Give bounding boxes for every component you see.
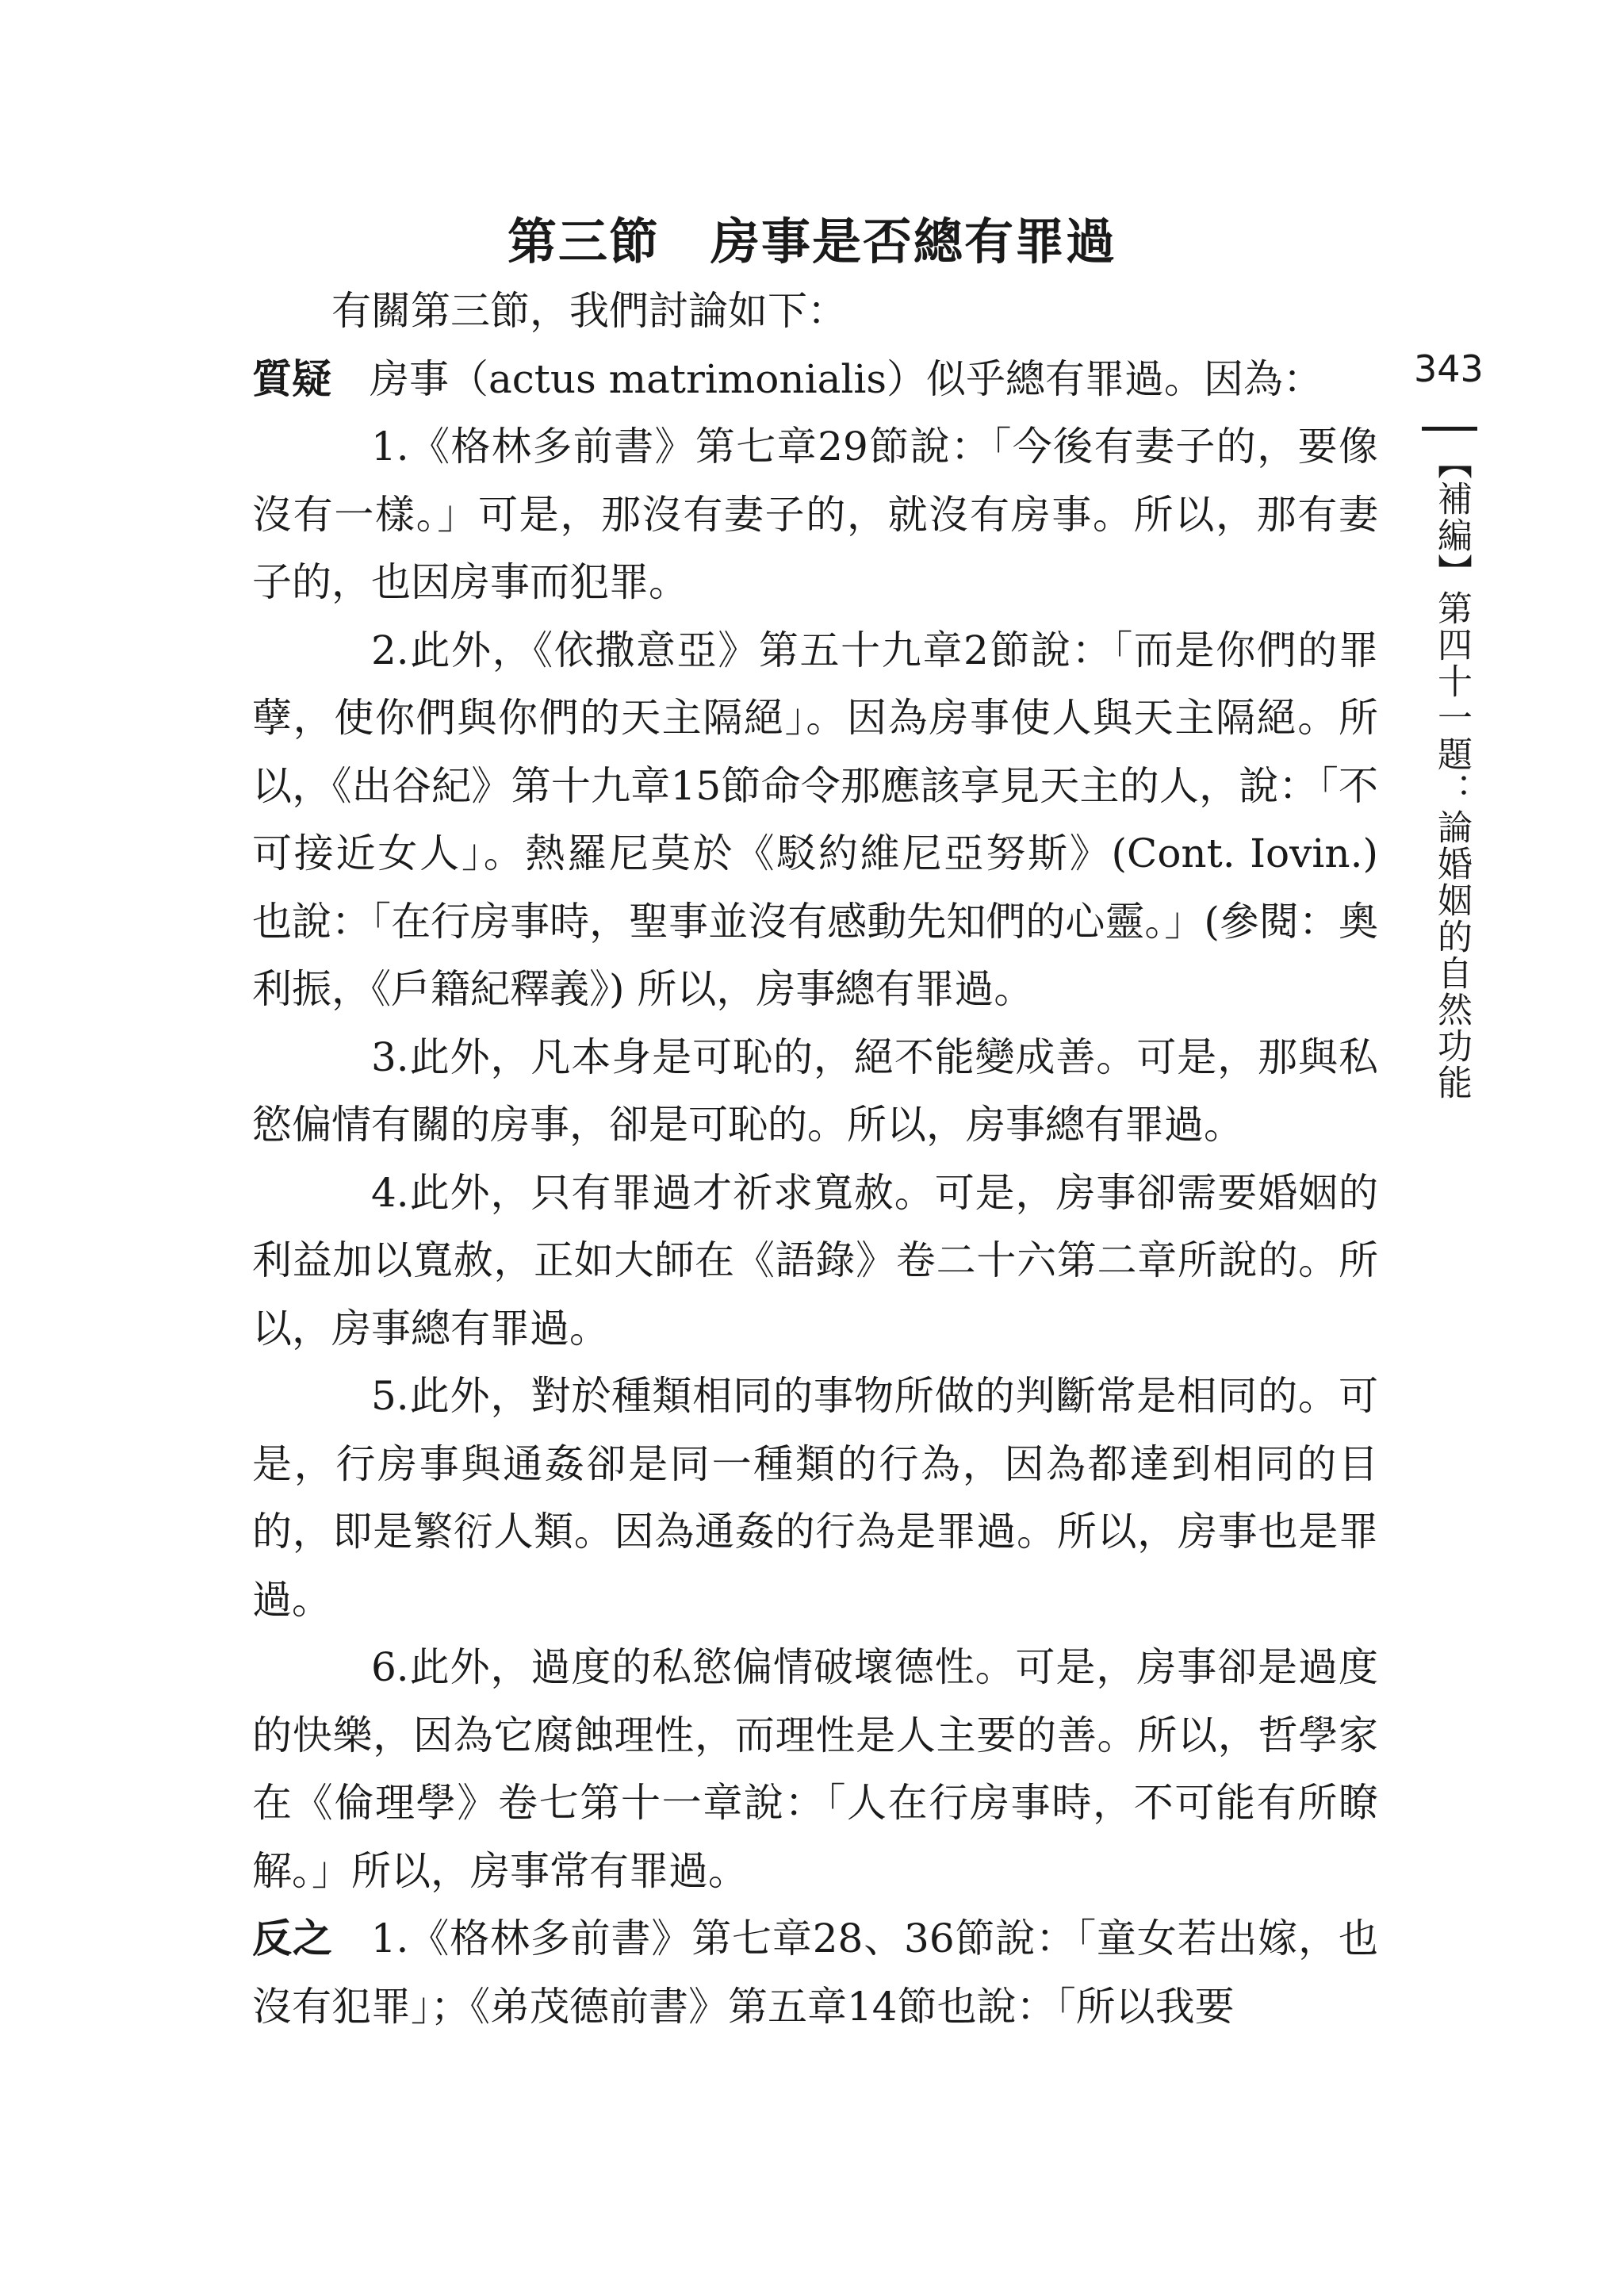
objection-label: 質疑 bbox=[252, 355, 331, 402]
section-title: 第三節 房事是否總有罪過 bbox=[507, 213, 1116, 270]
running-head: 【補編】第四十一題：論婚姻的自然功能 bbox=[1431, 444, 1472, 1101]
main-text bbox=[252, 278, 1378, 2041]
page-number: 343 bbox=[1414, 347, 1484, 390]
point-6: 6.此外，過度的私慾偏情破壞德性。可是，房事卻是過度的快樂，因為它腐蝕理性，而理性是人主要的善。所以，哲學家在《倫理學》卷七第十一章說：「人在行房事時，不可能有所瞭解。」所以，房事常有罪過。 bbox=[252, 1644, 1378, 1894]
contrary-label: 反之 bbox=[252, 1915, 333, 1961]
contrary-paragraph bbox=[252, 1905, 1378, 2041]
contrary-text: 1.《格林多前書》第七章28、36節說：「童女若出嫁，也沒有犯罪」；《弟茂德前書》第五章14節也說：「所以我要 bbox=[252, 1915, 1379, 2030]
point-4: 4.此外，只有罪過才祈求寬赦。可是，房事卻需要婚姻的利益加以寬赦，正如大師在《語錄》卷二十六第二章所說的。所以，房事總有罪過。 bbox=[252, 1169, 1378, 1352]
point-1: 1.《格林多前書》第七章29節說：「今後有妻子的，要像沒有一樣。」可是，那沒有妻子的，就沒有房事。所以，那有妻子的，也因房事而犯罪。 bbox=[252, 424, 1378, 605]
objection-text: 房事（actus matrimonialis）似乎總有罪過。因為： bbox=[370, 355, 1323, 402]
point-5: 5.此外，對於種類相同的事物所做的判斷常是相同的。可是，行房事與通姦卻是同一種類的行為，因為都達到相同的目的，即是繁衍人類。因為通姦的行為是罪過。所以，房事也是罪過。 bbox=[252, 1373, 1378, 1623]
point-2: 2.此外，《依撒意亞》第五十九章2節說：「而是你們的罪孽，使你們與你們的天主隔絕」。因為房事使人與天主隔絕。所以，《出谷紀》第十九章15節命令那應該享見天主的人，說：「不可接近女人」。熱羅尼莫於《駁約維尼亞努斯》(Cont. Iovin.) 也說：「在行房事時，聖事並沒有感動先知們的心靈。」(參閱：奧利振，《戶籍紀釋義》) 所以，房事總有罪過。 bbox=[252, 627, 1378, 1012]
objection-paragraph bbox=[252, 346, 1378, 414]
margin-rule bbox=[1422, 427, 1477, 431]
point-3: 3.此外，凡本身是可恥的，絕不能變成善。可是，那與私慾偏情有關的房事，卻是可恥的。所以，房事總有罪過。 bbox=[252, 1033, 1378, 1148]
intro-line: 有關第三節，我們討論如下： bbox=[331, 288, 847, 334]
